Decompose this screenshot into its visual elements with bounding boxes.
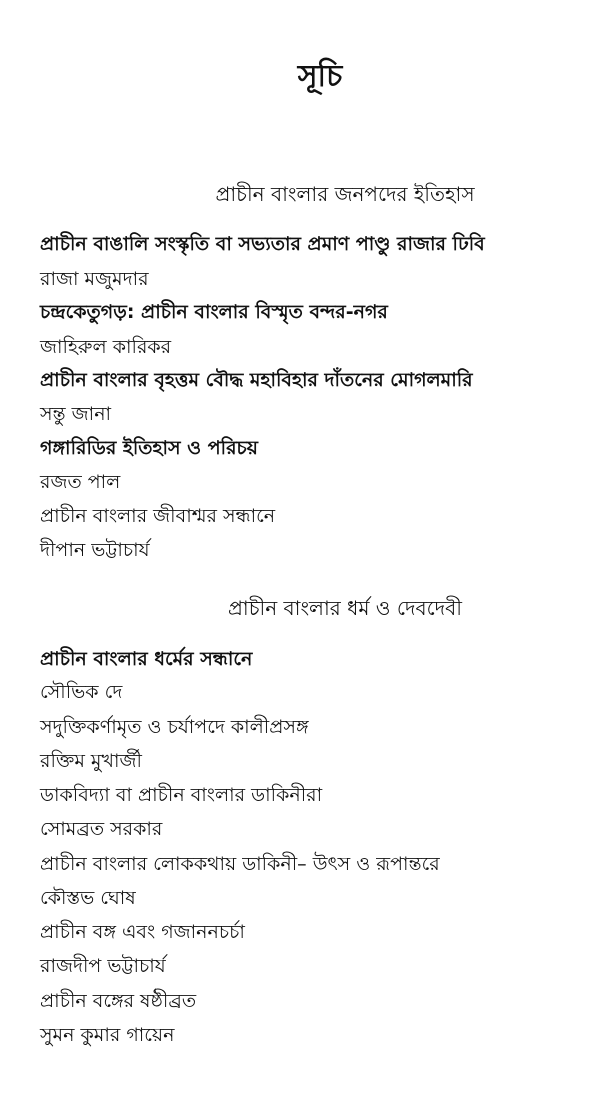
article-author: সন্তু জানা xyxy=(40,403,112,425)
article-title: ডাকবিদ্যা বা প্রাচীন বাংলার ডাকিনীরা xyxy=(40,784,323,806)
article-title: প্রাচীন বাংলার বৃহত্তম বৌদ্ধ মহাবিহার দাঁতনের মোগলমারি xyxy=(40,369,473,391)
article-author: কৌস্তভ ঘোষ xyxy=(40,887,136,909)
article-author: সৌভিক দে xyxy=(40,681,123,703)
article-author: রাজা মজুমদার xyxy=(40,268,149,290)
article-author: রক্তিম মুখার্জী xyxy=(40,750,142,772)
article-title: চন্দ্রকেতুগড়: প্রাচীন বাংলার বিস্মৃত বন্দর-নগর xyxy=(40,301,388,323)
article-title: প্রাচীন বাংলার লোককথায় ডাকিনী– উৎস ও রূপান্তরে xyxy=(40,853,440,875)
article-title: প্রাচীন বঙ্গ এবং গজাননচর্চা xyxy=(40,921,245,943)
article-title: প্রাচীন বঙ্গের ষষ্ঠীব্রত xyxy=(40,990,197,1012)
article-author: রজত পাল xyxy=(40,471,121,493)
section-heading: প্রাচীন বাংলার ধর্ম ও দেবদেবী xyxy=(227,596,463,620)
article-title: গঙ্গারিডির ইতিহাস ও পরিচয় xyxy=(40,437,258,459)
article-author: জাহিরুল কারিকর xyxy=(40,336,172,358)
article-title: প্রাচীন বাঙালি সংস্কৃতি বা সভ্যতার প্রমাণ পাণ্ডু রাজার ঢিবি xyxy=(40,233,485,255)
page-title: সূচি xyxy=(297,59,343,94)
article-title: সদুক্তিকর্ণামৃত ও চর্যাপদে কালীপ্রসঙ্গ xyxy=(40,716,309,738)
article-author: দীপান ভট্টাচার্য xyxy=(40,539,150,561)
article-author: রাজদীপ ভট্টাচার্য xyxy=(40,955,166,977)
article-title: প্রাচীন বাংলার ধর্মের সন্ধানে xyxy=(40,648,253,670)
section-heading: প্রাচীন বাংলার জনপদের ইতিহাস xyxy=(215,182,475,206)
article-author: সুমন কুমার গায়েন xyxy=(40,1024,175,1046)
article-author: সোমব্রত সরকার xyxy=(40,818,163,840)
article-title: প্রাচীন বাংলার জীবাশ্মর সন্ধানে xyxy=(40,505,276,527)
